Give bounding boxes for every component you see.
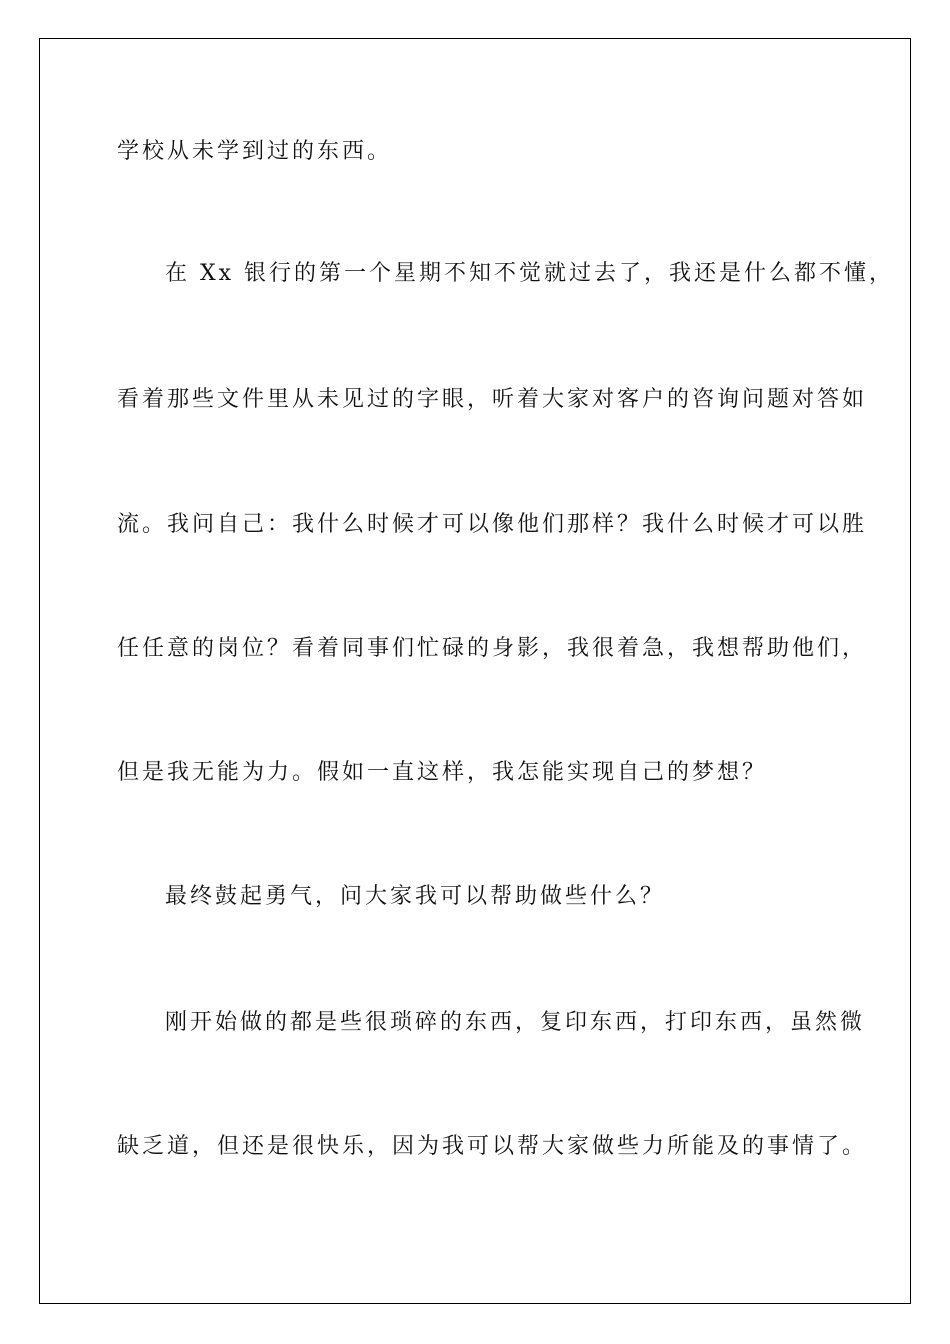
text-line-3: 看着那些文件里从未见过的字眼，听着大家对客户的咨询问题对答如: [117, 387, 868, 412]
text-line-5: 任任意的岗位？看着同事们忙碌的身影，我很着急，我想帮助他们，: [117, 636, 868, 661]
text-line-8: 刚开始做的都是些很琐碎的东西，复印东西，打印东西，虽然微: [165, 1010, 866, 1035]
text-line-7: 最终鼓起勇气，问大家我可以帮助做些什么？: [165, 884, 666, 909]
page-border: [39, 38, 911, 1304]
text-line-6: 但是我无能为力。假如一直这样，我怎能实现自己的梦想？: [117, 760, 768, 785]
text-line-1: 学校从未学到过的东西。: [117, 139, 393, 164]
text-line-9: 缺乏道，但还是很快乐，因为我可以帮大家做些力所能及的事情了。: [117, 1134, 868, 1159]
text-line-4: 流。我问自己：我什么时候才可以像他们那样？我什么时候才可以胜: [117, 512, 868, 537]
text-line-2: 在 Xx 银行的第一个星期不知不觉就过去了，我还是什么都不懂，: [165, 261, 895, 286]
